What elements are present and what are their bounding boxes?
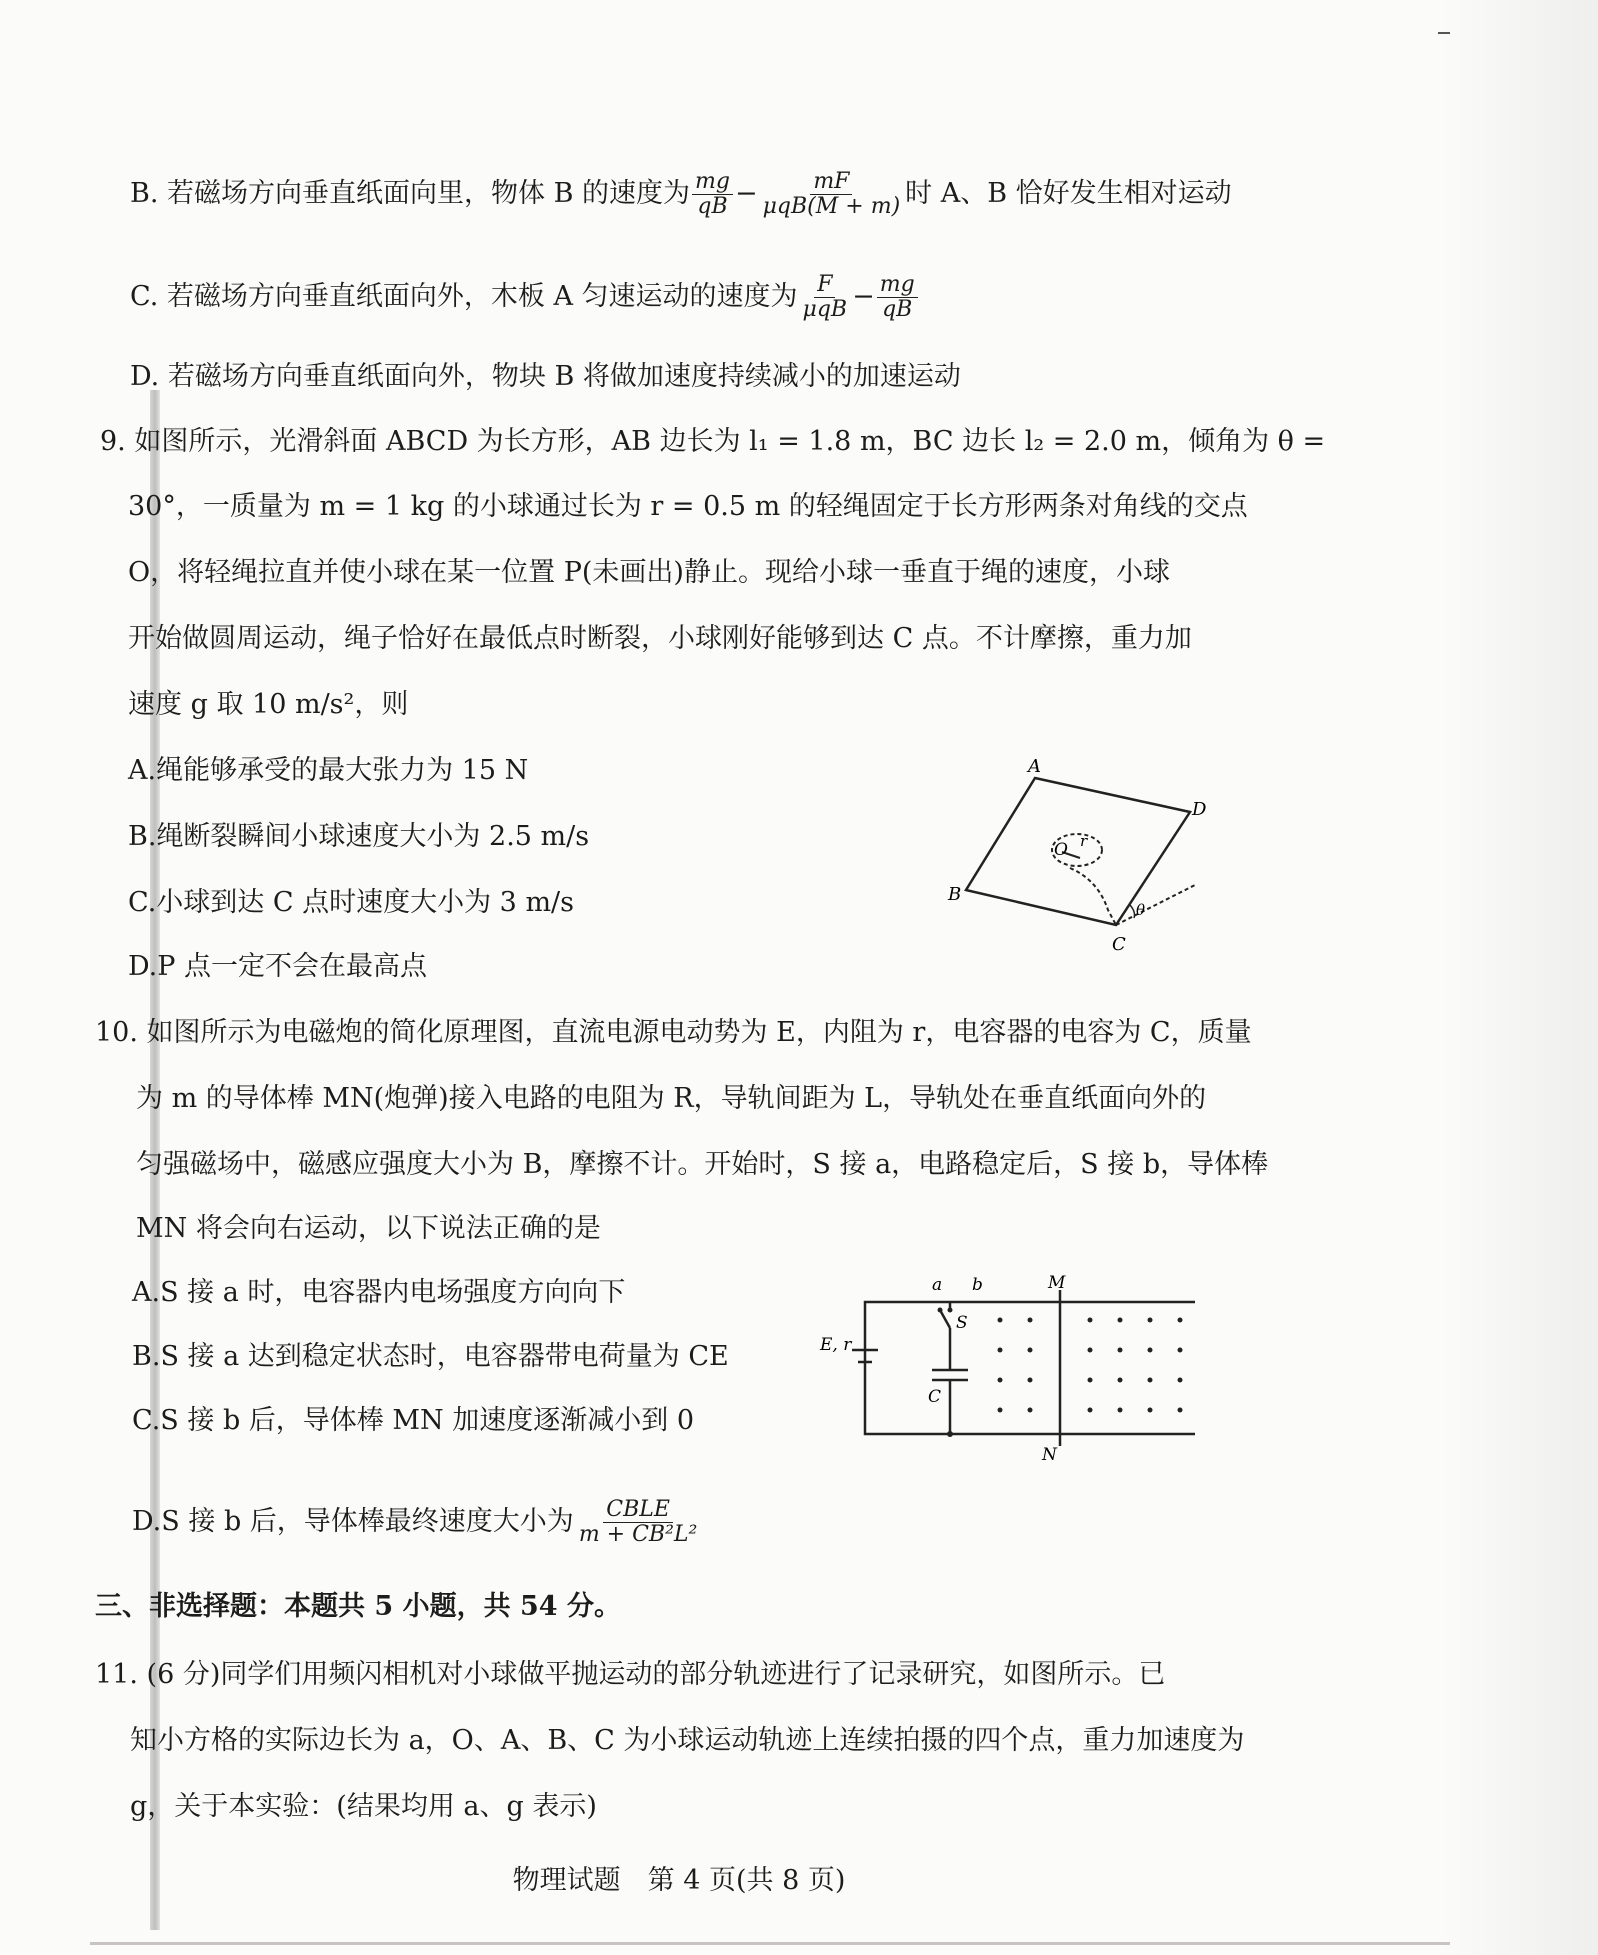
q9-stem-line: 30°，一质量为 m = 1 kg 的小球通过长为 r = 0.5 m 的轻绳固定于长方形两条对角线的交点 xyxy=(128,491,1248,522)
label-n: N xyxy=(1042,1445,1057,1465)
q11-stem-line: 知小方格的实际边长为 a，O、A、B、C 为小球运动轨迹上连续拍摄的四个点，重力加速度为 xyxy=(130,1725,1245,1756)
page-footer: 物理试题 第 4 页(共 8 页) xyxy=(512,1865,846,1896)
label-m: M xyxy=(1048,1273,1066,1293)
q8-option-b: B. 若磁场方向垂直纸面向里，物体 B 的速度为 $\frac{mg}{qB}$ − $\frac{mF}{\text{μqB(M + m)}}$ 时 A、B 恰好发生相对运动 xyxy=(130,169,1232,219)
fraction: $\frac{\text{CBLE}}{\text{m + CB²L²}}$ xyxy=(578,1497,698,1547)
option-text: 时 A、B 恰好发生相对运动 xyxy=(905,178,1232,209)
label-o: O xyxy=(1054,840,1068,860)
page-shade xyxy=(1440,0,1598,1955)
bottom-border xyxy=(90,1942,1450,1945)
label-d: D xyxy=(1192,799,1207,820)
option-text: 若磁场方向垂直纸面向外，木板 A 匀速运动的速度为 xyxy=(166,281,798,312)
question-number: 9. xyxy=(100,426,126,457)
label-c: C xyxy=(1112,934,1126,955)
switch-contact-a xyxy=(948,1308,953,1313)
q10-option-a: A.S 接 a 时，电容器内电场强度方向向下 xyxy=(132,1277,626,1308)
q11-stem-line: g，关于本实验：(结果均用 a、g 表示) xyxy=(130,1791,597,1822)
option-text: 若磁场方向垂直纸面向外，物块 B 将做加速度持续减小的加速运动 xyxy=(167,361,961,392)
q8-option-c: C. 若磁场方向垂直纸面向外，木板 A 匀速运动的速度为 $\frac{F}{\text{μqB}}$ − $\frac{mg}{qB}$ xyxy=(130,273,920,322)
fraction: $\frac{F}{\text{μqB}}$ xyxy=(802,272,848,322)
q10-stem-line: 为 m 的导体棒 MN(炮弹)接入电路的电阻为 R，导轨间距为 L，导轨处在垂直纸面向外的 xyxy=(136,1083,1207,1114)
q9-stem-line: O，将轻绳拉直并使小球在某一位置 P(未画出)静止。现给小球一垂直于绳的速度，小球 xyxy=(128,557,1170,588)
angle-arc xyxy=(1130,905,1135,918)
q10-option-c: C.S 接 b 后，导体棒 MN 加速度逐渐减小到 0 xyxy=(132,1405,695,1436)
q9-option-c: C.小球到达 C 点时速度大小为 3 m/s xyxy=(128,887,575,918)
corner-mark xyxy=(1438,32,1450,34)
label-s: S xyxy=(956,1313,968,1333)
option-text: 若磁场方向垂直纸面向里，物体 B 的速度为 xyxy=(167,178,691,209)
q9-stem-line: 速度 g 取 10 m/s²，则 xyxy=(128,689,409,720)
fraction: $\frac{mg}{qB}$ xyxy=(877,273,918,322)
label-theta: θ xyxy=(1136,901,1146,919)
label-b: b xyxy=(972,1275,983,1295)
q9-stem-line: 9. 如图所示，光滑斜面 ABCD 为长方形，AB 边长为 l₁ = 1.8 m，BC 边长 l₂ = 2.0 m，倾角为 θ = xyxy=(100,426,1326,457)
option-letter: D. xyxy=(130,361,160,392)
option-letter: B. xyxy=(130,178,159,209)
magnetic-field-dots xyxy=(998,1318,1183,1413)
switch-contact-b xyxy=(938,1308,943,1313)
q10-stem-line: MN 将会向右运动，以下说法正确的是 xyxy=(136,1213,601,1244)
q10-stem-line: 10. 如图所示为电磁炮的简化原理图，直流电源电动势为 E，内阻为 r，电容器的电容为 C，质量 xyxy=(95,1017,1252,1048)
q9-option-d: D.P 点一定不会在最高点 xyxy=(128,951,428,982)
fraction: $\frac{mF}{\text{μqB(M + m)}}$ xyxy=(762,169,901,219)
q11-stem-line: 11. (6 分)同学们用频闪相机对小球做平抛运动的部分轨迹进行了记录研究，如图所示。已 xyxy=(95,1659,1166,1690)
option-letter: C. xyxy=(130,281,159,312)
question-number: 10. xyxy=(95,1017,138,1048)
label-c: C xyxy=(928,1387,942,1407)
label-a: A xyxy=(1028,756,1041,777)
section-heading: 三、非选择题：本题共 5 小题，共 54 分。 xyxy=(95,1591,621,1622)
q8-option-d xyxy=(130,360,961,394)
q10-option-b: B.S 接 a 达到稳定状态时，电容器带电荷量为 CE xyxy=(132,1341,729,1372)
rectangle-abcd xyxy=(966,778,1190,925)
question-number: 11. xyxy=(95,1659,138,1690)
q9-option-b: B.绳断裂瞬间小球速度大小为 2.5 m/s xyxy=(128,821,590,852)
q10-stem-line: 匀强磁场中，磁感应强度大小为 B，摩擦不计。开始时，S 接 a，电路稳定后，S 接 b，导体棒 xyxy=(136,1149,1269,1180)
fraction: $\frac{mg}{qB}$ xyxy=(692,170,733,219)
label-r: r xyxy=(1080,832,1088,850)
q9-option-a: A.绳能够承受的最大张力为 15 N xyxy=(128,755,529,786)
label-a: a xyxy=(932,1275,943,1295)
q10-option-d: D.S 接 b 后，导体棒最终速度大小为 $\frac{\text{CBLE}}{\text{m + CB²L²}}$ xyxy=(132,1498,702,1547)
label-b: B xyxy=(948,884,962,905)
junction-dot xyxy=(947,1431,953,1437)
label-er: E, r xyxy=(820,1335,852,1355)
q9-stem-line: 开始做圆周运动，绳子恰好在最低点时断裂，小球刚好能够到达 C 点。不计摩擦，重力加 xyxy=(128,623,1192,654)
incline-rectangle-figure xyxy=(940,750,1207,980)
switch-blade xyxy=(940,1310,950,1328)
railgun-circuit-figure xyxy=(820,1270,1200,1470)
